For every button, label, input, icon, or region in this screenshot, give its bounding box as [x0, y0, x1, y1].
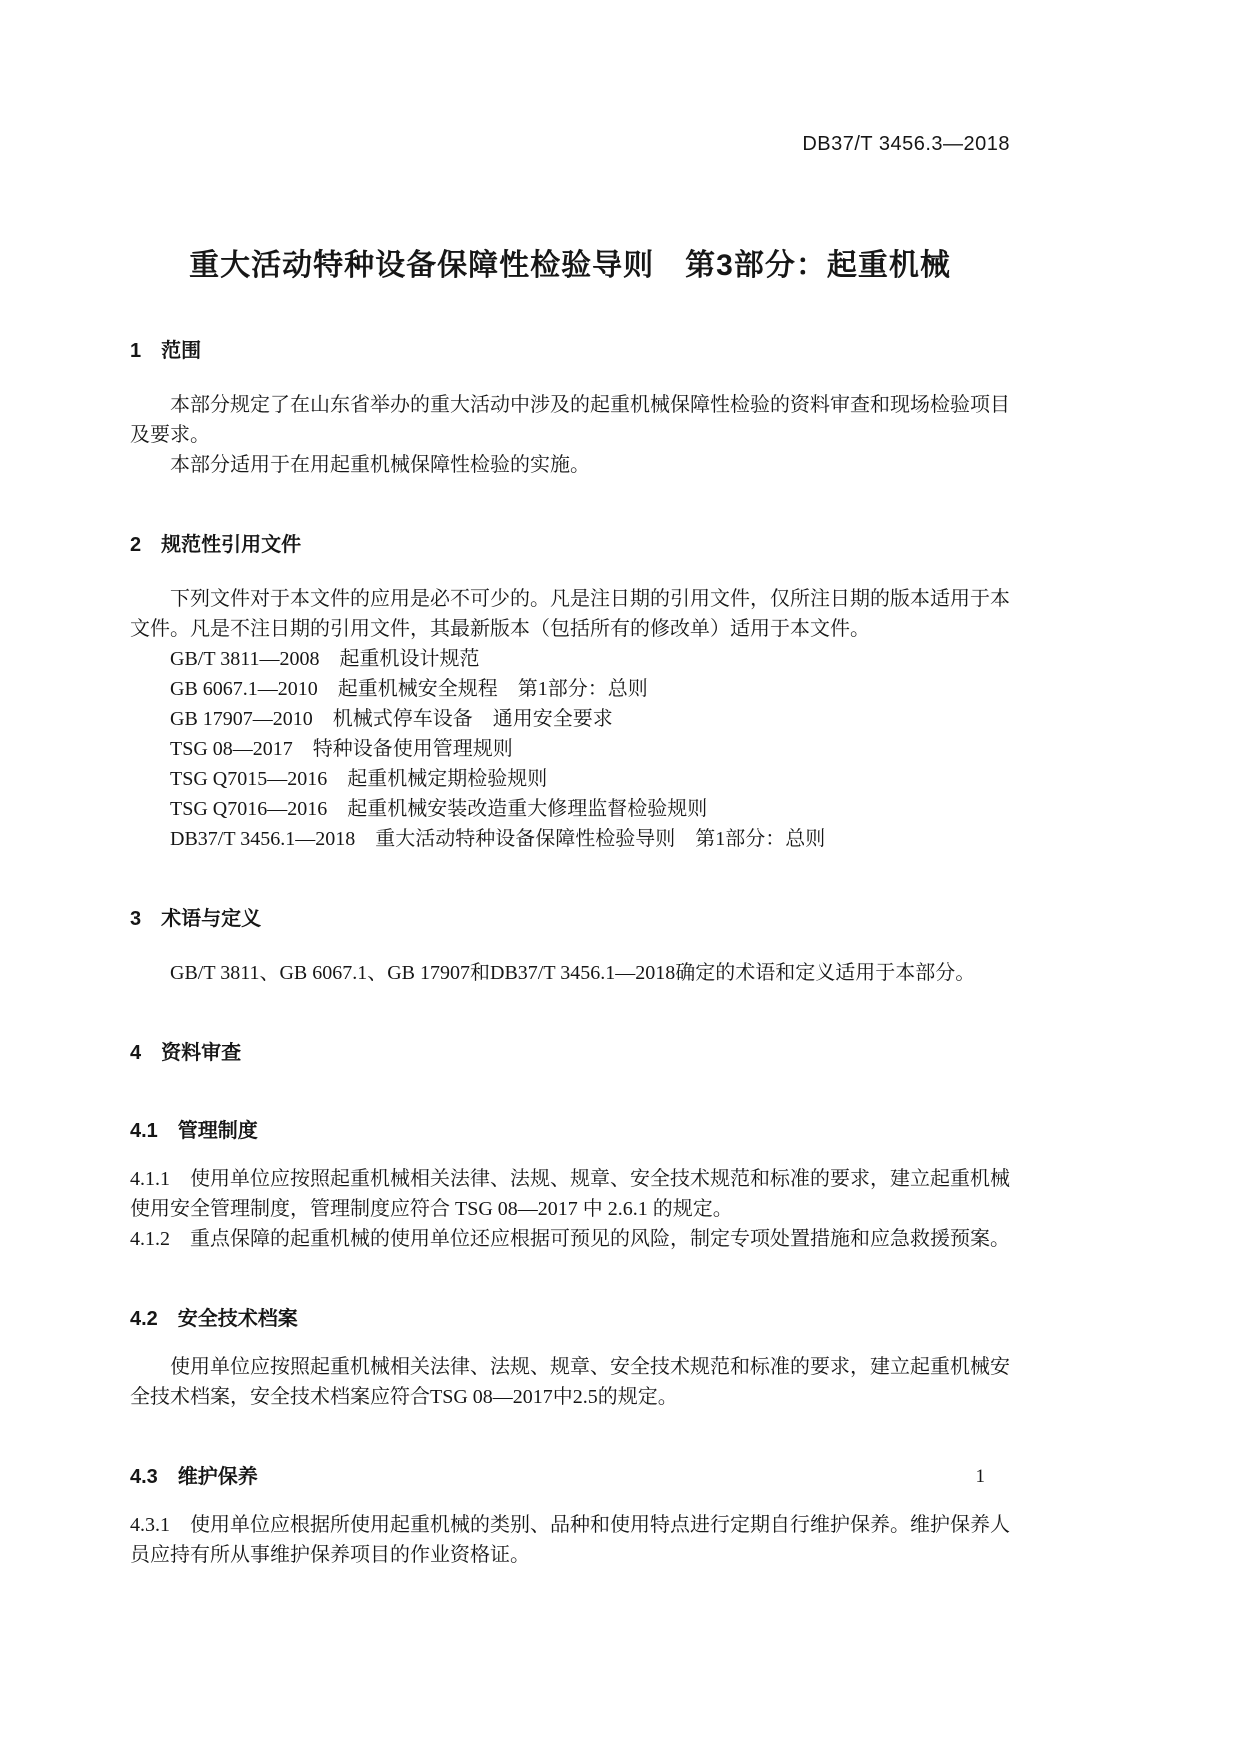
document-title: 重大活动特种设备保障性检验导则 第3部分：起重机械 [189, 249, 951, 282]
paragraph: 本部分规定了在山东省举办的重大活动中涉及的起重机械保障性检验的资料审查和现场检验项目及要求。 [130, 394, 1010, 446]
reference-item: DB37/T 3456.1—2018 重大活动特种设备保障性检验导则 第1部分：总则 [170, 828, 826, 850]
page-number: 1 [975, 1466, 985, 1487]
numbered-paragraph: 4.1.1 使用单位应按照起重机械相关法律、法规、规章、安全技术规范和标准的要求，建立起重机械使用安全管理制度，管理制度应符合 TSG 08—2017 中 2.6.1 的规定。 [130, 1168, 1010, 1220]
reference-item: GB/T 3811—2008 起重机设计规范 [170, 648, 480, 670]
subsection-heading-safety-technical-archives: 4.2 安全技术档案 [130, 1308, 298, 1330]
numbered-paragraph: 4.1.2 重点保障的起重机械的使用单位还应根据可预见的风险，制定专项处置措施和应急救援预案。 [130, 1228, 1010, 1250]
subsection-heading-management-system: 4.1 管理制度 [130, 1120, 258, 1142]
section-heading-document-review: 4 资料审查 [130, 1042, 242, 1064]
reference-item: TSG Q7016—2016 起重机械安装改造重大修理监督检验规则 [170, 798, 708, 820]
reference-item: TSG Q7015—2016 起重机械定期检验规则 [170, 768, 548, 790]
subsection-heading-maintenance: 4.3 维护保养 [130, 1466, 258, 1488]
section-heading-normative-references: 2 规范性引用文件 [130, 534, 302, 556]
paragraph: 使用单位应按照起重机械相关法律、法规、规章、安全技术规范和标准的要求，建立起重机械安全技术档案，安全技术档案应符合TSG 08—2017中2.5的规定。 [130, 1356, 1010, 1408]
paragraph: 本部分适用于在用起重机械保障性检验的实施。 [170, 454, 590, 476]
section-heading-scope: 1 范围 [130, 340, 202, 362]
numbered-paragraph: 4.3.1 使用单位应根据所使用起重机械的类别、品种和使用特点进行定期自行维护保养。维护保养人员应持有所从事维护保养项目的作业资格证。 [130, 1514, 1010, 1566]
section-heading-terms-definitions: 3 术语与定义 [130, 908, 262, 930]
paragraph: 下列文件对于本文件的应用是必不可少的。凡是注日期的引用文件，仅所注日期的版本适用于本文件。凡是不注日期的引用文件，其最新版本（包括所有的修改单）适用于本文件。 [130, 588, 1010, 640]
reference-item: TSG 08—2017 特种设备使用管理规则 [170, 738, 513, 760]
doc-number: DB37/T 3456.3—2018 [802, 133, 1010, 155]
reference-item: GB 6067.1—2010 起重机械安全规程 第1部分：总则 [170, 678, 648, 700]
reference-list [130, 644, 1010, 854]
paragraph: GB/T 3811、GB 6067.1、GB 17907和DB37/T 3456.1—2018确定的术语和定义适用于本部分。 [170, 962, 976, 984]
reference-item: GB 17907—2010 机械式停车设备 通用安全要求 [170, 708, 613, 730]
